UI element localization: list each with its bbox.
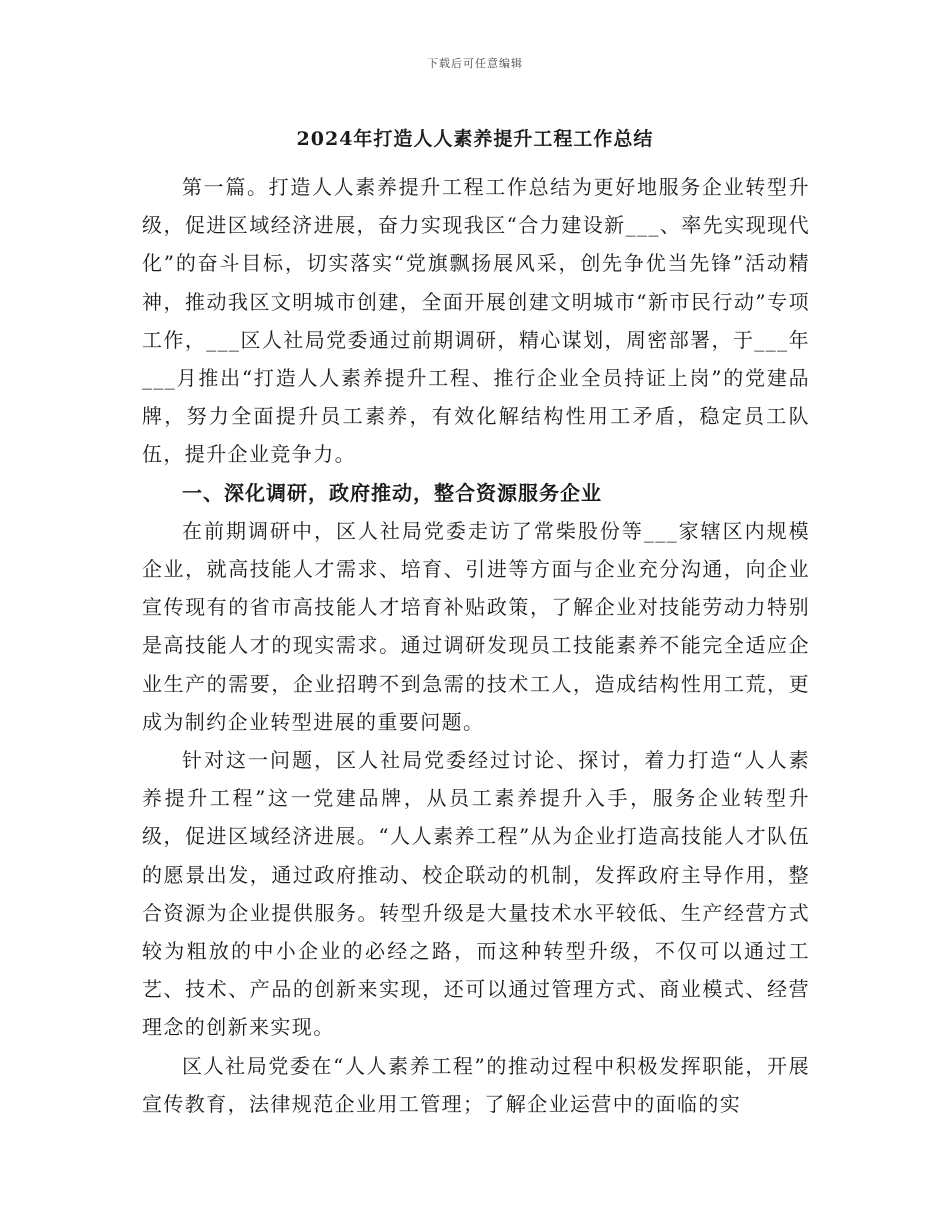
section-paragraph-2: 针对这一问题，区人社局党委经过讨论、探讨，着力打造“人人素养提升工程”这一党建品牌，从员工素养提升入手，服务企业转型升级，促进区域经济进展。“人人素养工程”从为企业打造高技能人才队伍的愿景出发，通过政府推动、校企联动的机制，发挥政府主导作用，整合资源为企业提供服务。转型升级是大量技术水平较低、生产经营方式较为粗放的中小企业的必经之路，而这种转型升级，不仅可以通过工艺、技术、产品的创新来实现，还可以通过管理方式、商业模式、经营理念的创新来实现。	[142, 748, 810, 1040]
header-note: 下载后可任意编辑	[427, 57, 523, 70]
document-title: 2024年打造人人素养提升工程工作总结	[296, 128, 654, 150]
intro-paragraph: 第一篇。打造人人素养提升工程工作总结为更好地服务企业转型升级，促进区域经济进展，奋力实现我区“合力建设新___、率先实现现代化”的奋斗目标，切实落实“党旗飘扬展风采，创先争优当先锋”活动精神，推动我区文明城市创建，全面开展创建文明城市“新市民行动”专项工作，___区人社局党委通过前期调研，精心谋划，周密部署，于___年___月推出“打造人人素养提升工程、推行企业全员持证上岗”的党建品牌，努力全面提升员工素养，有效化解结构性用工矛盾，稳定员工队伍，提升企业竞争力。	[142, 175, 810, 467]
section-paragraph-1: 在前期调研中，区人社局党委走访了常柴股份等___家辖区内规模企业，就高技能人才需求、培育、引进等方面与企业充分沟通，向企业宣传现有的省市高技能人才培育补贴政策，了解企业对技能劳动力特别是高技能人才的现实需求。通过调研发现员工技能素养不能完全适应企业生产的需要，企业招聘不到急需的技术工人，造成结构性用工荒，更成为制约企业转型进展的重要问题。	[142, 518, 810, 734]
section-paragraph-3: 区人社局党委在“人人素养工程”的推动过程中积极发挥职能，开展宣传教育，法律规范企业用工管理；了解企业运营中的面临的实	[142, 1053, 810, 1116]
section-heading: 一、深化调研，政府推动，整合资源服务企业	[182, 480, 602, 505]
document-body	[142, 168, 810, 1123]
